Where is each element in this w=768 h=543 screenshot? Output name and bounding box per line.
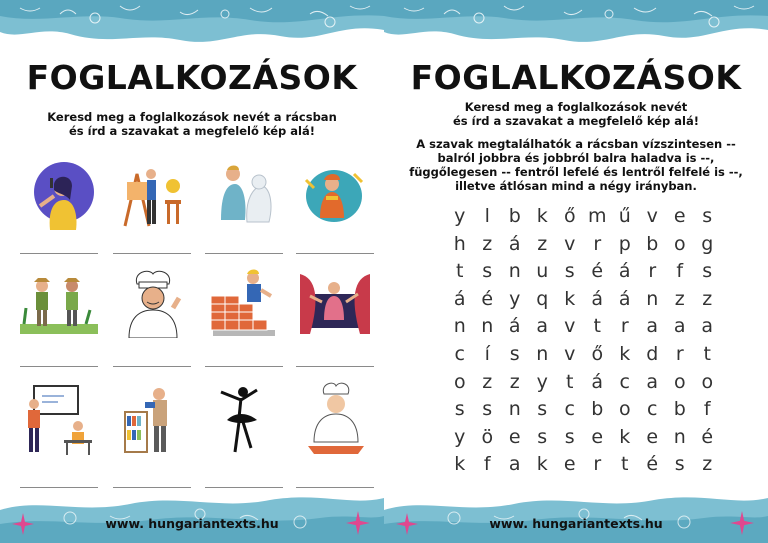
grid-letter[interactable]: é xyxy=(591,260,604,283)
watercolor-top-band xyxy=(0,0,384,50)
grid-letter[interactable]: o xyxy=(673,370,686,393)
grid-letter[interactable]: r xyxy=(593,453,602,476)
grid-row xyxy=(446,369,721,397)
grid-letter[interactable]: z xyxy=(702,453,713,476)
answer-line xyxy=(296,253,374,254)
instruction-line-1: Keresd meg a foglalkozások nevét a rácsban xyxy=(47,110,337,124)
grid-letter[interactable]: s xyxy=(702,205,713,227)
grid-letter[interactable]: s xyxy=(537,398,548,421)
answer-line xyxy=(205,253,283,254)
grid-letter[interactable]: f xyxy=(676,260,684,283)
grid-letter[interactable]: b xyxy=(673,398,686,421)
answer-line xyxy=(113,253,191,254)
grid-letter[interactable]: n xyxy=(508,398,521,421)
grid-letter[interactable]: n xyxy=(536,342,549,365)
grid-letter[interactable]: t xyxy=(593,315,601,338)
grid-letter[interactable]: a xyxy=(646,370,659,393)
grid-letter[interactable]: k xyxy=(536,453,548,476)
grid-letter[interactable]: s xyxy=(454,398,465,421)
grid-row xyxy=(446,258,721,286)
picture-chef xyxy=(115,268,195,338)
grid-letter[interactable]: t xyxy=(456,260,464,283)
grid-row xyxy=(446,231,721,259)
grid-letter[interactable]: n xyxy=(481,315,494,338)
grid-letter[interactable]: o xyxy=(673,232,686,255)
answer-line xyxy=(113,366,191,367)
page-title: FOGLALKOZÁSOK xyxy=(26,58,358,97)
instruction-line-1: Keresd meg a foglalkozások nevét xyxy=(464,100,688,114)
footer-url: www. hungariantexts.hu xyxy=(105,516,279,531)
grid-letter[interactable]: k xyxy=(619,425,631,448)
picture-painter xyxy=(115,160,195,230)
grid-row xyxy=(446,451,721,479)
grid-row xyxy=(446,313,721,341)
grid-letter[interactable]: y xyxy=(536,370,548,393)
grid-letter[interactable]: é xyxy=(481,287,494,310)
grid-letter[interactable]: k xyxy=(564,287,576,310)
grid-letter[interactable]: a xyxy=(508,453,521,476)
grid-letter[interactable]: n xyxy=(646,287,659,310)
grid-letter[interactable]: s xyxy=(564,425,575,448)
grid-letter[interactable]: v xyxy=(646,205,658,227)
grid-letter[interactable]: s xyxy=(482,398,493,421)
grid-letter[interactable]: m xyxy=(587,205,607,227)
grid-letter[interactable]: c xyxy=(619,370,630,393)
picture-teacher xyxy=(20,382,100,460)
grid-letter[interactable]: s xyxy=(537,425,548,448)
grid-letter[interactable]: a xyxy=(701,315,714,338)
answer-line xyxy=(20,366,98,367)
grid-letter[interactable]: í xyxy=(484,342,490,365)
grid-letter[interactable]: á xyxy=(591,287,604,310)
grid-row xyxy=(446,424,721,452)
grid-letter[interactable]: k xyxy=(454,453,466,476)
grid-letter[interactable]: s xyxy=(702,260,713,283)
grid-letter[interactable]: a xyxy=(646,315,659,338)
grid-letter[interactable]: f xyxy=(703,398,711,421)
grid-letter[interactable]: h xyxy=(453,232,466,255)
grid-letter[interactable]: n xyxy=(673,425,686,448)
grid-letter[interactable]: r xyxy=(648,260,657,283)
grid-letter[interactable]: n xyxy=(508,260,521,283)
grid-letter[interactable]: r xyxy=(593,232,602,255)
grid-letter[interactable]: r xyxy=(620,315,629,338)
grid-letter[interactable]: á xyxy=(618,287,631,310)
instruction-line-2: és írd a szavakat a megfelelő kép alá! xyxy=(69,124,315,138)
grid-letter[interactable]: z xyxy=(537,232,548,255)
grid-letter[interactable]: s xyxy=(564,260,575,283)
grid-letter[interactable]: z xyxy=(482,370,493,393)
grid-letter[interactable]: á xyxy=(618,260,631,283)
grid-letter[interactable]: ő xyxy=(563,205,576,227)
answer-line xyxy=(296,366,374,367)
grid-letter[interactable]: á xyxy=(508,315,521,338)
grid-letter[interactable]: y xyxy=(454,425,466,448)
grid-letter[interactable]: f xyxy=(483,453,491,476)
grid-letter[interactable]: s xyxy=(482,260,493,283)
picture-firefighter xyxy=(296,160,376,230)
grid-letter[interactable]: b xyxy=(508,205,521,227)
grid-letter[interactable]: k xyxy=(619,342,631,365)
grid-letter[interactable]: l xyxy=(484,205,490,227)
grid-letter[interactable]: á xyxy=(453,287,466,310)
footer-url: www. hungariantexts.hu xyxy=(489,516,663,531)
answer-line xyxy=(205,366,283,367)
picture-ballet-dancer xyxy=(207,382,287,460)
grid-row xyxy=(446,286,721,314)
rules-line-3: függőlegesen -- fentről lefelé és lentről felfelé is --, xyxy=(409,165,743,179)
picture-baker xyxy=(296,382,376,460)
grid-letter[interactable]: e xyxy=(508,425,521,448)
picture-actors xyxy=(296,268,376,338)
grid-letter[interactable]: á xyxy=(508,232,521,255)
picture-sculptor xyxy=(207,160,287,230)
answer-line xyxy=(20,253,98,254)
grid-letter[interactable]: a xyxy=(536,315,549,338)
grid-letter[interactable]: y xyxy=(509,287,521,310)
picture-builder xyxy=(207,268,287,338)
grid-letter[interactable]: t xyxy=(566,370,574,393)
grid-letter[interactable]: z xyxy=(702,287,713,310)
picture-singer xyxy=(20,160,100,230)
grid-letter[interactable]: s xyxy=(509,342,520,365)
grid-letter[interactable]: u xyxy=(536,260,549,283)
grid-letter[interactable]: ő xyxy=(591,342,604,365)
grid-letter[interactable]: d xyxy=(646,342,659,365)
grid-letter[interactable]: b xyxy=(591,398,604,421)
grid-letter[interactable]: é xyxy=(701,425,714,448)
grid-row xyxy=(446,396,721,424)
grid-letter[interactable]: e xyxy=(673,205,686,227)
grid-letter[interactable]: o xyxy=(701,370,714,393)
word-search-grid xyxy=(446,203,721,479)
grid-letter[interactable]: ö xyxy=(481,425,494,448)
grid-letter[interactable]: ű xyxy=(618,205,631,227)
grid-letter[interactable]: c xyxy=(647,398,658,421)
grid-letter[interactable]: z xyxy=(509,370,520,393)
rules-line-4: illetve átlósan mind a négy irányban. xyxy=(455,179,697,193)
rules-line-1: A szavak megtalálhatók a rácsban vízszintesen -- xyxy=(416,137,736,151)
grid-letter[interactable]: t xyxy=(621,453,629,476)
grid-letter[interactable]: c xyxy=(564,398,575,421)
grid-letter[interactable]: e xyxy=(563,453,576,476)
grid-letter[interactable]: s xyxy=(674,453,685,476)
grid-letter[interactable]: q xyxy=(536,287,549,310)
grid-letter[interactable]: y xyxy=(454,205,466,227)
grid-letter[interactable]: v xyxy=(564,315,576,338)
grid-letter[interactable]: n xyxy=(453,315,466,338)
grid-letter[interactable]: k xyxy=(536,205,548,227)
grid-letter[interactable]: á xyxy=(591,370,604,393)
grid-letter[interactable]: g xyxy=(701,232,714,255)
picture-librarian xyxy=(115,382,195,460)
grid-letter[interactable]: a xyxy=(673,315,686,338)
page-title: FOGLALKOZÁSOK xyxy=(410,58,742,97)
grid-letter[interactable]: é xyxy=(646,453,659,476)
grid-letter[interactable]: b xyxy=(646,232,659,255)
grid-letter[interactable]: e xyxy=(591,425,604,448)
grid-letter[interactable]: r xyxy=(675,342,684,365)
instruction-line-2: és írd a szavakat a megfelelő kép alá! xyxy=(453,114,699,128)
grid-letter[interactable]: v xyxy=(564,232,576,255)
grid-letter[interactable]: e xyxy=(646,425,659,448)
grid-letter[interactable]: t xyxy=(703,342,711,365)
grid-letter[interactable]: z xyxy=(674,287,685,310)
grid-row xyxy=(446,203,721,231)
rules-line-2: balról jobbra és jobbról balra haladva is --, xyxy=(437,151,715,165)
watercolor-top-band xyxy=(384,0,768,50)
grid-letter[interactable]: o xyxy=(453,370,466,393)
grid-letter[interactable]: c xyxy=(454,342,465,365)
grid-letter[interactable]: o xyxy=(618,398,631,421)
grid-letter[interactable]: p xyxy=(618,232,631,255)
picture-gardeners xyxy=(20,268,100,338)
grid-letter[interactable]: z xyxy=(482,232,493,255)
grid-letter[interactable]: v xyxy=(564,342,576,365)
grid-row xyxy=(446,341,721,369)
